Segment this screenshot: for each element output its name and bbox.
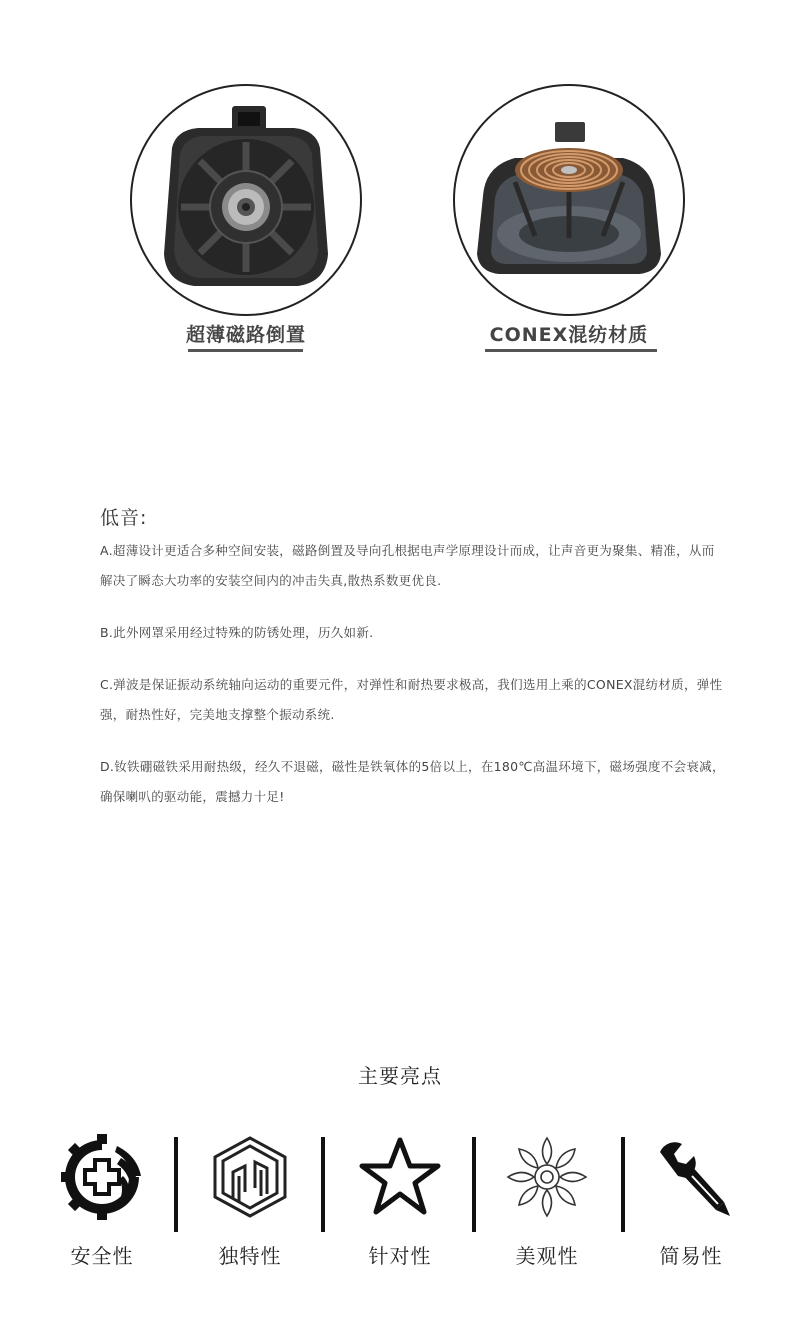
divider	[174, 1137, 178, 1232]
description-paragraph-b: B.此外网罩采用经过特殊的防锈处理，历久如新.	[100, 625, 374, 640]
divider	[472, 1137, 476, 1232]
feature-unique	[195, 1132, 305, 1269]
feature-label: 独特性	[218, 1244, 282, 1268]
divider	[621, 1137, 625, 1232]
description-title: 低音:	[100, 507, 148, 529]
feature-label: 美观性	[515, 1244, 579, 1268]
feature-label: 针对性	[368, 1244, 432, 1268]
feature-safety	[47, 1132, 157, 1269]
caption-underline	[188, 349, 303, 352]
highlights-title: 主要亮点	[358, 1064, 442, 1088]
divider	[321, 1137, 325, 1232]
subwoofer-rear-image	[455, 86, 683, 314]
feature-simple	[636, 1132, 746, 1269]
wrench-icon	[646, 1132, 736, 1222]
product-inverted-magnet	[130, 84, 362, 346]
bass-description	[100, 503, 725, 812]
product-caption: 超薄磁路倒置	[185, 324, 306, 346]
product-image-circle	[453, 84, 685, 316]
feature-label: 安全性	[70, 1244, 134, 1268]
star-icon	[355, 1132, 445, 1222]
unique-hexagon-icon	[205, 1132, 295, 1222]
flower-icon	[502, 1132, 592, 1222]
description-paragraph-a: A.超薄设计更适合多种空间安装，磁路倒置及导向孔根据电声学原理设计而成，让声音更为聚集、精准，从而解决了瞬态大功率的安装空间内的冲击失真,散热系数更优良.	[100, 543, 715, 588]
safety-gear-icon	[57, 1132, 147, 1222]
description-paragraph-d: D.钕铁硼磁铁采用耐热级，经久不退磁，磁性是铁氧体的5倍以上，在180℃高温环境下，磁场强度不会衰减，确保喇叭的驱动能，震撼力十足!	[100, 759, 725, 804]
product-conex-spider	[453, 84, 685, 346]
feature-label: 简易性	[659, 1244, 723, 1268]
description-paragraph-c: C.弹波是保证振动系统轴向运动的重要元件，对弹性和耐热要求极高，我们选用上乘的CONEX混纺材质，弹性强，耐热性好，完美地支撑整个振动系统.	[100, 677, 723, 722]
feature-targeted	[345, 1132, 455, 1269]
product-image-circle	[130, 84, 362, 316]
product-caption: CONEX混纺材质	[489, 324, 649, 346]
feature-aesthetic	[492, 1132, 602, 1269]
caption-underline	[485, 349, 657, 352]
subwoofer-front-image	[132, 86, 360, 314]
